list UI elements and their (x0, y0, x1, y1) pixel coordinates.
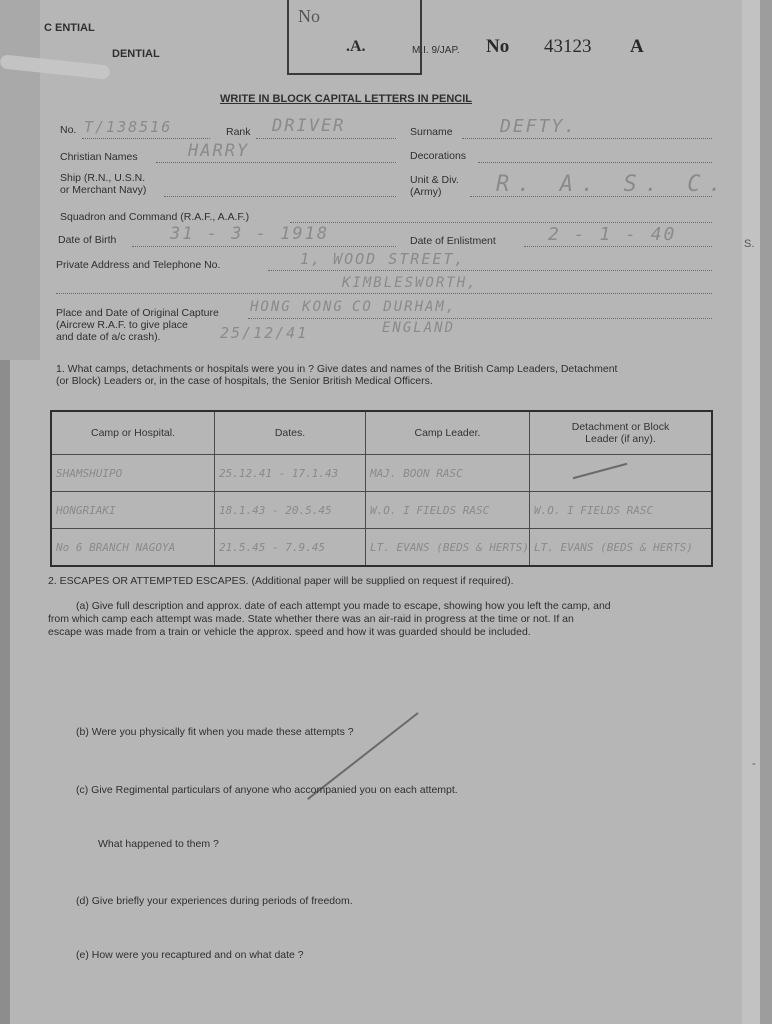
question-1-line1: 1. What camps, detachments or hospitals were you in ? Give dates and names of the British Camp Leaders, Detachment (56, 363, 618, 375)
question-2b: (b) Were you physically fit when you made these attempts ? (76, 726, 354, 738)
question-2a-line2: from which camp each attempt was made. State whether there was an air-raid in progress at the time or not. If an (48, 613, 574, 625)
row-3-camp: No 6 BRANCH NAGOYA (51, 529, 215, 567)
squadron-label: Squadron and Command (R.A.F., A.A.F.) (60, 211, 250, 223)
table-row (51, 529, 712, 567)
question-2a-line3: escape was made from a train or vehicle the approx. speed and how it was guarded should be included. (48, 626, 531, 638)
rank-line (256, 138, 396, 139)
capture-place-value: HONG KONG (250, 299, 344, 315)
row-3-detachment: LT. EVANS (BEDS & HERTS) (529, 529, 712, 567)
address-value-line1: 1, WOOD STREET, (300, 250, 466, 268)
margin-mark-top: S. (744, 238, 755, 250)
no-label: No. (60, 124, 77, 136)
enlistment-line (524, 246, 712, 247)
surname-value: DEFTY. (500, 116, 578, 137)
capture-label-line3: and date of a/c crash). (56, 331, 161, 343)
row-2-dates: 18.1.43 - 20.5.45 (215, 492, 366, 529)
confidential-stamp-2: DENTIAL (112, 48, 160, 60)
box-number-label: No (298, 6, 320, 26)
enlistment-value: 2 - 1 - 40 (548, 224, 677, 245)
row-2-detachment: W.O. I FIELDS RASC (529, 492, 712, 529)
decorations-line (478, 162, 712, 163)
address-value-line2: KIMBLESWORTH, (342, 275, 478, 291)
header-detachment-leader: Detachment or Block Leader (if any). (529, 411, 712, 455)
address-line-2 (56, 293, 712, 294)
no-value: T/138516 (84, 118, 173, 136)
serial-letter: A (630, 36, 644, 57)
address-value-line3: CO DURHAM, (352, 299, 457, 315)
capture-line (248, 318, 712, 319)
question-2-title: 2. ESCAPES OR ATTEMPTED ESCAPES. (Additional paper will be supplied on request if required). (48, 575, 514, 587)
instruction-heading: WRITE IN BLOCK CAPITAL LETTERS IN PENCIL (220, 93, 472, 105)
decorations-label: Decorations (410, 150, 467, 162)
christian-names-value: HARRY (188, 141, 250, 161)
christian-names-line (156, 162, 396, 163)
enlistment-label: Date of Enlistment (410, 235, 496, 247)
table-row (51, 455, 712, 492)
header-dates: Dates. (215, 411, 366, 455)
row-3-dates: 21.5.45 - 7.9.45 (215, 529, 366, 567)
surname-label: Surname (410, 126, 453, 138)
question-2c-sub: What happened to them ? (98, 838, 219, 850)
capture-label-line1: Place and Date of Original Capture (56, 307, 219, 319)
serial-number: 43123 (544, 36, 592, 57)
no-line (82, 138, 210, 139)
row-1-leader: MAJ. BOON RASC (366, 455, 530, 492)
row-2-camp: HONGRIAKI (51, 492, 215, 529)
camps-table (50, 410, 713, 567)
page-edge-shadow (760, 0, 772, 1024)
unit-label-line1: Unit & Div. (410, 174, 459, 186)
table-row (51, 492, 712, 529)
squadron-line (290, 222, 712, 223)
rank-label: Rank (226, 126, 251, 138)
row-1-dates: 25.12.41 - 17.1.43 (215, 455, 366, 492)
serial-no-label: No (486, 36, 510, 57)
question-2d: (d) Give briefly your experiences during periods of freedom. (76, 895, 353, 907)
unit-value: R. A. S. C. (496, 172, 730, 197)
box-letter: .A. (346, 38, 366, 55)
address-label: Private Address and Telephone No. (56, 259, 221, 271)
christian-names-label: Christian Names (60, 151, 138, 163)
question-2c: (c) Give Regimental particulars of anyone who accompanied you on each attempt. (76, 784, 458, 796)
rank-value: DRIVER (272, 116, 346, 136)
camps-table-header (51, 411, 712, 455)
capture-date-value: 25/12/41 (220, 324, 309, 342)
question-2e: (e) How were you recaptured and on what date ? (76, 949, 304, 961)
form-reference: M.I. 9/JAP. (412, 45, 460, 56)
question-2a-line1: (a) Give full description and approx. date of each attempt you made to escape, showing how you left the camp, and (76, 600, 611, 612)
page-edge (742, 0, 760, 1024)
address-line-1 (268, 270, 712, 271)
ship-label-line1: Ship (R.N., U.S.N. (60, 172, 146, 184)
header-camp: Camp or Hospital. (51, 411, 215, 455)
unit-label-line2: (Army) (410, 186, 442, 198)
capture-label-line2: (Aircrew R.A.F. to give place (56, 319, 188, 331)
row-1-detachment (529, 455, 712, 492)
dob-line (132, 246, 396, 247)
row-2-leader: W.O. I FIELDS RASC (366, 492, 530, 529)
row-1-camp: SHAMSHUIPO (51, 455, 215, 492)
dob-label: Date of Birth (58, 234, 117, 246)
row-3-leader: LT. EVANS (BEDS & HERTS) (366, 529, 530, 567)
margin-mark-mid: - (752, 758, 756, 770)
confidential-stamp-1: C ENTIAL (44, 22, 95, 34)
ship-line (164, 196, 396, 197)
address-value-line4: ENGLAND (382, 320, 456, 336)
header-camp-leader: Camp Leader. (366, 411, 530, 455)
ship-label-line2: or Merchant Navy) (60, 184, 147, 196)
dob-value: 31 - 3 - 1918 (170, 224, 330, 244)
question-1-line2: (or Block) Leaders or, in the case of hospitals, the Senior British Medical Officers. (56, 375, 433, 387)
surname-line (462, 138, 712, 139)
